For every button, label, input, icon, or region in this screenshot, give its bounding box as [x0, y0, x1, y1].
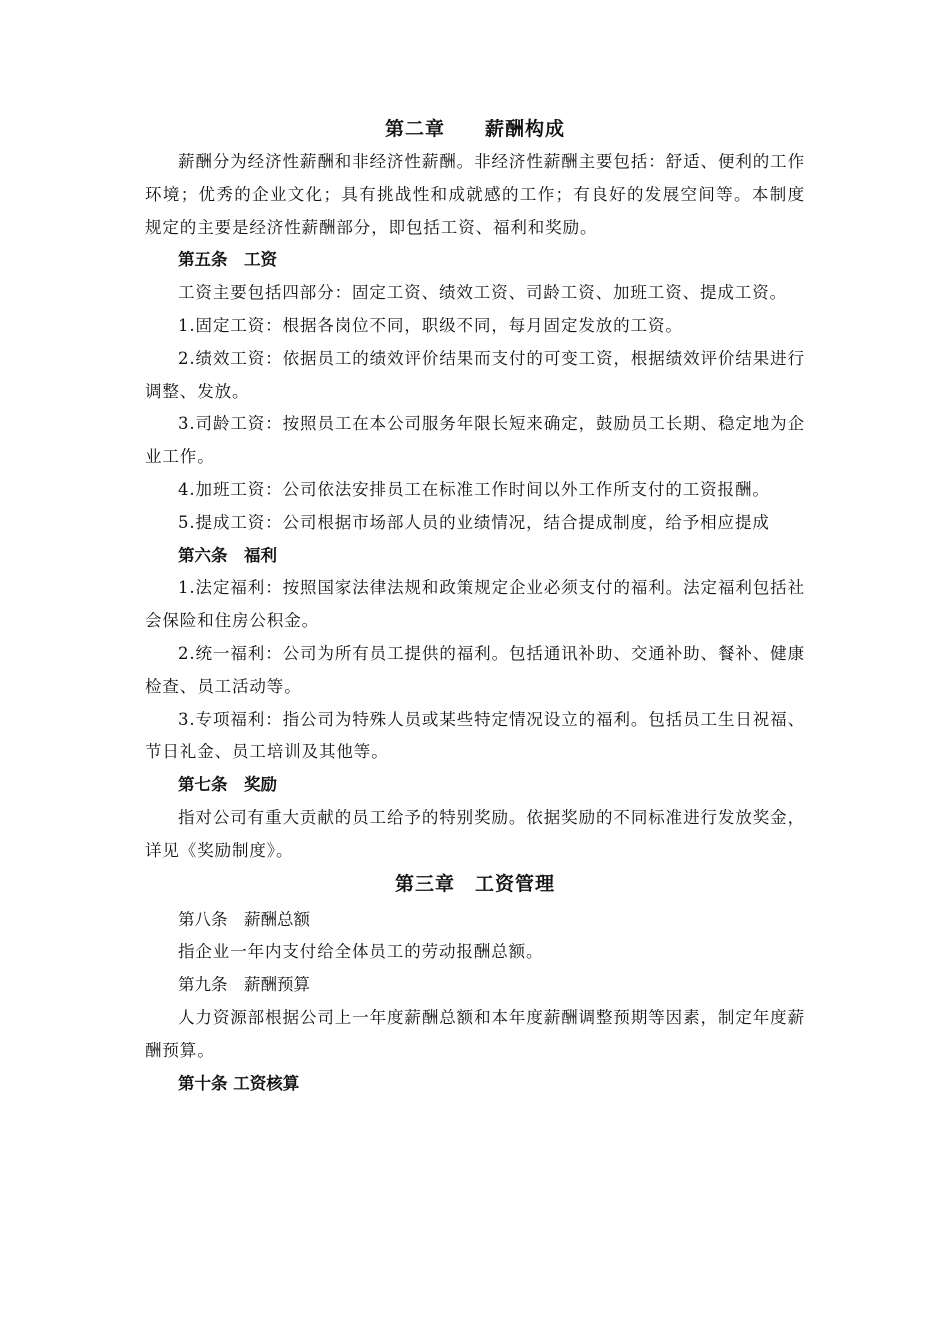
chapter-2-intro: 薪酬分为经济性薪酬和非经济性薪酬。非经济性薪酬主要包括：舒适、便利的工作环境；优秀的企业文化；具有挑战性和成就感的工作；有良好的发展空间等。本制度规定的主要是经济性薪酬部分，即包括工资、福利和奖励。 [145, 152, 805, 237]
chapter-2-title: 第二章 薪酬构成 [384, 118, 565, 140]
article-10-heading: 第十条 工资核算 [178, 1073, 300, 1093]
article-6-item-1: 1.法定福利：按照国家法律法规和政策规定企业必须支付的福利。法定福利包括社会保险和住房公积金。 [145, 578, 805, 631]
article-6-item-2: 2.统一福利：公司为所有员工提供的福利。包括通讯补助、交通补助、餐补、健康检查、员工活动等。 [145, 643, 805, 696]
article-9-heading: 第九条 薪酬预算 [178, 975, 310, 995]
article-9-text: 人力资源部根据公司上一年度薪酬总额和本年度薪酬调整预期等因素，制定年度薪酬预算。 [145, 1007, 805, 1060]
article-8-heading: 第八条 薪酬总额 [178, 909, 310, 929]
article-5-item-2: 2.绩效工资：依据员工的绩效评价结果而支付的可变工资，根据绩效评价结果进行调整、发放。 [145, 348, 805, 401]
article-6-item-3: 3.专项福利：指公司为特殊人员或某些特定情况设立的福利。包括员工生日祝福、节日礼金、员工培训及其他等。 [145, 709, 805, 762]
document-page [145, 112, 805, 1100]
article-7-heading: 第七条 奖励 [178, 775, 277, 795]
chapter-3-title: 第三章 工资管理 [394, 872, 555, 895]
article-6-heading: 第六条 福利 [178, 545, 277, 565]
article-5-item-1: 1.固定工资：根据各岗位不同，职级不同，每月固定发放的工资。 [178, 315, 683, 335]
article-5-heading: 第五条 工资 [178, 250, 277, 270]
article-5-summary: 工资主要包括四部分：固定工资、绩效工资、司龄工资、加班工资、提成工资。 [178, 283, 787, 303]
article-8-text: 指企业一年内支付给全体员工的劳动报酬总额。 [178, 942, 544, 962]
article-5-item-5: 5.提成工资：公司根据市场部人员的业绩情况，结合提成制度，给予相应提成 [178, 512, 770, 532]
article-7-text: 指对公司有重大贡献的员工给予的特别奖励。依据奖励的不同标准进行发放奖金，详见《奖励制度》。 [145, 807, 805, 860]
article-5-item-3: 3.司龄工资：按照员工在本公司服务年限长短来确定，鼓励员工长期、稳定地为企业工作。 [145, 414, 805, 467]
article-5-item-4: 4.加班工资：公司依法安排员工在标准工作时间以外工作所支付的工资报酬。 [178, 479, 770, 499]
